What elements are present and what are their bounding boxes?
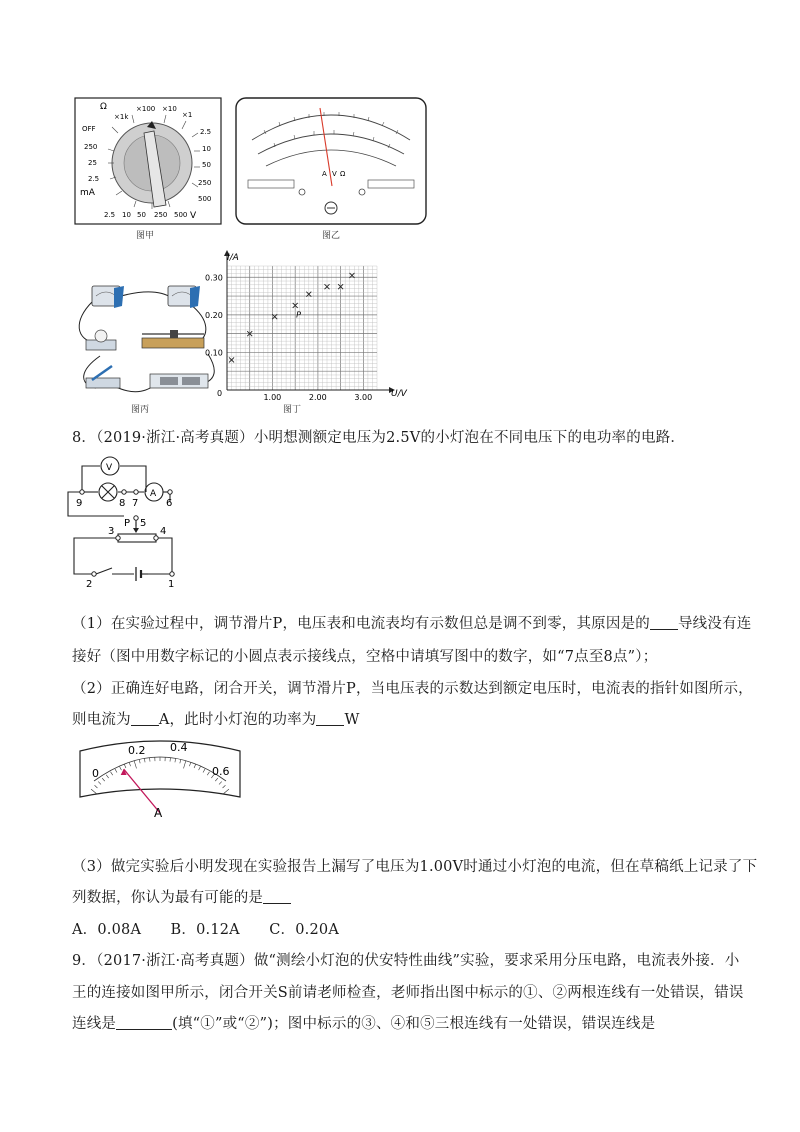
range-label: 2.5 xyxy=(88,175,100,183)
y-axis-label: I/A xyxy=(227,253,239,263)
range-label: ×1 xyxy=(182,111,193,119)
range-label: 250 xyxy=(84,143,98,151)
q8-number: 8． xyxy=(72,430,97,446)
figure-bing-apparatus xyxy=(70,280,223,398)
answer-blank[interactable] xyxy=(316,711,344,726)
meter-v-label: V xyxy=(106,463,113,473)
y-tick-label: 0.10 xyxy=(205,348,223,358)
node-label: 9 xyxy=(76,498,83,509)
svg-text:Ω: Ω xyxy=(340,170,346,178)
figure-jia-multimeter-dial xyxy=(74,97,222,225)
x-tick-label: 3.00 xyxy=(354,393,373,402)
q8-part1-line2: 接好（图中用数字标记的小圆点表示接线点，空格中请填写图中的数字，如“7点至8点”）； xyxy=(72,649,658,665)
ammeter-label: 0 xyxy=(92,767,99,780)
q8-options: A．0.08A B．0.12A C．0.20A xyxy=(72,922,339,938)
range-label: 500 xyxy=(174,211,188,219)
range-label: 250 xyxy=(198,179,212,187)
node-label: 4 xyxy=(160,526,167,537)
q8-part3-line1: （3）做完实验后小明发现在实验报告上漏写了电压为1.00V时通过小灯泡的电流，但在草稿纸上记录了下 xyxy=(72,859,758,875)
q9-line2: 王的连接如图甲所示，闭合开关S前请老师检查，老师指出图中标示的①、②两根连线有一处错误，错误 xyxy=(72,985,744,1001)
q9-line3: 连线是 (填“①”或“②”)；图中标示的③、④和⑤三根连线有一处错误，错误连线是 xyxy=(72,1016,656,1032)
range-label: 25 xyxy=(88,159,97,167)
ma-label: mA xyxy=(80,188,95,198)
range-label: ×100 xyxy=(136,105,156,113)
node-label: 3 xyxy=(108,526,115,537)
answer-blank[interactable] xyxy=(131,711,159,726)
omega-label: Ω xyxy=(100,102,107,112)
answer-blank[interactable] xyxy=(650,615,678,630)
figure-ding-caption: 图丁 xyxy=(283,405,302,415)
node-label: 5 xyxy=(140,518,147,529)
ammeter-label: 0.4 xyxy=(170,741,188,754)
x-axis-label: U/V xyxy=(391,389,407,399)
range-label: 250 xyxy=(154,211,168,219)
node-label: 8 xyxy=(119,498,126,509)
ammeter-label: 0.6 xyxy=(212,765,230,778)
rheostat-symbol xyxy=(118,534,156,542)
figure-yi-caption: 图乙 xyxy=(322,231,341,241)
y-tick-label: 0.30 xyxy=(205,273,223,283)
origin-label: 0 xyxy=(217,389,223,398)
meter-a-label: A xyxy=(150,489,157,499)
svg-text:A: A xyxy=(322,170,327,178)
q8-part3-line2: 列数据，你认为最有可能的是 xyxy=(72,886,291,907)
figure-yi-meter-face xyxy=(234,96,428,226)
ammeter-label: 0.2 xyxy=(128,744,146,757)
ammeter-photo xyxy=(168,286,200,308)
rheostat-photo xyxy=(142,330,204,348)
range-label: 2.5 xyxy=(104,211,116,219)
figure-bing-caption: 图丙 xyxy=(131,405,150,415)
iu-chart xyxy=(205,250,425,410)
battery-box-photo xyxy=(150,374,208,388)
ammeter-unit: A xyxy=(154,806,163,820)
chart-grid xyxy=(227,266,377,390)
q8-source: （2019·浙江·高考真题） xyxy=(96,430,254,446)
volt-label: V xyxy=(190,211,197,221)
q9-line1: 9．（2017·浙江·高考真题）做“测绘小灯泡的伏安特性曲线”实验，要求采用分压电路，电流表外接．小 xyxy=(72,953,740,969)
answer-blank[interactable] xyxy=(263,889,291,904)
svg-text:V: V xyxy=(332,170,337,178)
q8-stem xyxy=(72,426,685,447)
figure-ding-iu-graph xyxy=(205,250,425,410)
q8-stem-text: 小明想测额定电压为2.5V的小灯泡在不同电压下的电功率的电路． xyxy=(253,430,686,446)
node-label: 1 xyxy=(168,579,175,590)
range-label: 10 xyxy=(202,145,211,153)
figure-jia-caption: 图甲 xyxy=(136,231,155,241)
q8-part2-line2: 则电流为 A，此时小灯泡的功率为 W xyxy=(72,712,360,728)
range-label: 50 xyxy=(202,161,211,169)
range-label: 10 xyxy=(122,211,131,219)
bulb-photo xyxy=(86,330,116,350)
node-label: P xyxy=(124,518,131,529)
y-tick-label: 0.20 xyxy=(205,310,223,320)
node-label: 6 xyxy=(166,498,173,509)
range-label: 2.5 xyxy=(200,128,212,136)
q8-part1-line1: （1）在实验过程中，调节滑片P，电压表和电流表均有示数但总是调不到零，其原因是的 导线没有连 xyxy=(72,616,752,632)
q8-ammeter-dial xyxy=(72,737,248,823)
range-label: 500 xyxy=(198,195,212,203)
switch-photo xyxy=(86,366,120,388)
node-label: 7 xyxy=(132,498,139,509)
node-label: 2 xyxy=(86,579,93,590)
x-tick-label: 2.00 xyxy=(308,393,327,402)
range-label: OFF xyxy=(82,125,96,133)
voltmeter-photo xyxy=(92,286,124,308)
x-tick-label: 1.00 xyxy=(263,393,282,402)
range-label: ×10 xyxy=(162,105,177,113)
answer-blank[interactable] xyxy=(116,1015,172,1030)
point-p-label: P xyxy=(296,310,302,320)
chart-ticks xyxy=(205,273,372,402)
range-label: 50 xyxy=(137,211,146,219)
chart-points xyxy=(229,273,354,363)
range-label: ×1k xyxy=(114,113,129,121)
q8-circuit-diagram xyxy=(64,456,194,590)
q8-part2-line1: （2）正确连好电路，闭合开关，调节滑片P，当电压表的示数达到额定电压时，电流表的指针如图所示， xyxy=(72,681,753,697)
